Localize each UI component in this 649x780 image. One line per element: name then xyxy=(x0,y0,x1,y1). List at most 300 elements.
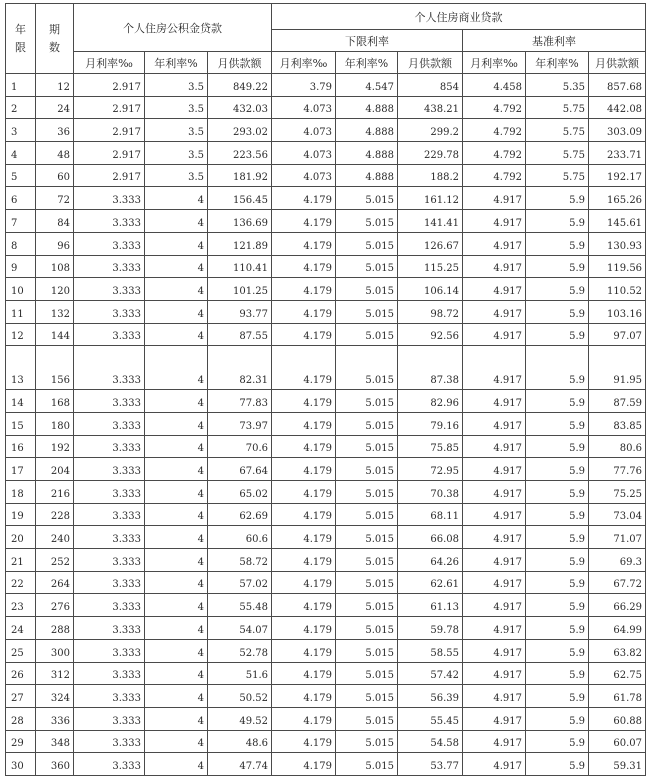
cell-base-monthly-rate: 4.917 xyxy=(463,639,526,662)
cell-base-annual-rate: 5.9 xyxy=(526,210,589,233)
cell-year: 18 xyxy=(6,481,36,504)
cell-lower-annual-rate: 5.015 xyxy=(336,707,398,730)
cell-fund-annual-rate: 4 xyxy=(145,526,208,549)
cell-lower-payment: 106.14 xyxy=(398,278,463,301)
cell-fund-monthly-rate: 3.333 xyxy=(74,617,145,640)
cell-period: 276 xyxy=(36,594,74,617)
cell-base-monthly-rate: 4.917 xyxy=(463,210,526,233)
cell-fund-payment: 54.07 xyxy=(208,617,272,640)
cell-lower-annual-rate: 5.015 xyxy=(336,435,398,458)
cell-lower-payment: 56.39 xyxy=(398,685,463,708)
table-row xyxy=(6,458,646,481)
cell-fund-payment: 110.41 xyxy=(208,255,272,278)
cell-period: 60 xyxy=(36,164,74,187)
cell-year: 30 xyxy=(6,753,36,776)
cell-fund-annual-rate: 3.5 xyxy=(145,142,208,165)
cell-lower-annual-rate: 5.015 xyxy=(336,210,398,233)
cell-fund-monthly-rate: 3.333 xyxy=(74,323,145,346)
cell-base-annual-rate: 5.9 xyxy=(526,300,589,323)
cell-base-payment: 80.6 xyxy=(589,435,646,458)
table-row xyxy=(6,662,646,685)
cell-lower-payment: 141.41 xyxy=(398,210,463,233)
cell-fund-payment: 93.77 xyxy=(208,300,272,323)
cell-fund-payment: 67.64 xyxy=(208,458,272,481)
header-base-annual-rate: 年利率% xyxy=(526,52,589,74)
table-row xyxy=(6,74,646,97)
cell-lower-payment: 229.78 xyxy=(398,142,463,165)
cell-period: 360 xyxy=(36,753,74,776)
cell-lower-annual-rate: 5.015 xyxy=(336,232,398,255)
cell-base-monthly-rate: 4.917 xyxy=(463,458,526,481)
table-row xyxy=(6,119,646,142)
cell-period: 24 xyxy=(36,96,74,119)
cell-lower-monthly-rate: 4.179 xyxy=(272,549,336,572)
cell-lower-monthly-rate: 4.179 xyxy=(272,412,336,435)
cell-fund-payment: 87.55 xyxy=(208,323,272,346)
cell-year: 15 xyxy=(6,412,36,435)
table-row xyxy=(6,255,646,278)
cell-lower-monthly-rate: 4.073 xyxy=(272,164,336,187)
cell-base-annual-rate: 5.9 xyxy=(526,639,589,662)
cell-base-annual-rate: 5.9 xyxy=(526,594,589,617)
table-row xyxy=(6,707,646,730)
cell-lower-monthly-rate: 4.179 xyxy=(272,753,336,776)
cell-period: 180 xyxy=(36,412,74,435)
header-base-payment: 月供款额 xyxy=(589,52,646,74)
cell-year: 1 xyxy=(6,74,36,97)
cell-year: 8 xyxy=(6,232,36,255)
cell-base-monthly-rate: 4.917 xyxy=(463,187,526,210)
cell-lower-annual-rate: 4.547 xyxy=(336,74,398,97)
cell-fund-monthly-rate: 3.333 xyxy=(74,412,145,435)
header-fund-monthly-rate: 月利率‰ xyxy=(74,52,145,74)
cell-lower-monthly-rate: 4.179 xyxy=(272,571,336,594)
cell-base-monthly-rate: 4.792 xyxy=(463,142,526,165)
cell-fund-payment: 136.69 xyxy=(208,210,272,233)
table-row xyxy=(6,617,646,640)
cell-base-payment: 145.61 xyxy=(589,210,646,233)
cell-fund-payment: 58.72 xyxy=(208,549,272,572)
cell-lower-payment: 82.96 xyxy=(398,390,463,413)
cell-base-payment: 233.71 xyxy=(589,142,646,165)
header-fund-payment: 月供款额 xyxy=(208,52,272,74)
cell-base-payment: 110.52 xyxy=(589,278,646,301)
cell-year: 29 xyxy=(6,730,36,753)
cell-base-annual-rate: 5.9 xyxy=(526,255,589,278)
cell-fund-annual-rate: 4 xyxy=(145,503,208,526)
cell-base-monthly-rate: 4.917 xyxy=(463,730,526,753)
cell-fund-annual-rate: 4 xyxy=(145,412,208,435)
cell-lower-monthly-rate: 4.179 xyxy=(272,458,336,481)
cell-lower-monthly-rate: 3.79 xyxy=(272,74,336,97)
cell-lower-monthly-rate: 4.179 xyxy=(272,707,336,730)
cell-base-annual-rate: 5.9 xyxy=(526,753,589,776)
cell-base-payment: 60.88 xyxy=(589,707,646,730)
table-row xyxy=(6,323,646,346)
cell-fund-monthly-rate: 2.917 xyxy=(74,74,145,97)
cell-base-annual-rate: 5.9 xyxy=(526,278,589,301)
cell-base-monthly-rate: 4.917 xyxy=(463,707,526,730)
cell-lower-annual-rate: 5.015 xyxy=(336,187,398,210)
cell-year: 4 xyxy=(6,142,36,165)
cell-fund-annual-rate: 4 xyxy=(145,594,208,617)
cell-lower-annual-rate: 4.888 xyxy=(336,119,398,142)
table-body xyxy=(6,74,646,776)
cell-lower-payment: 66.08 xyxy=(398,526,463,549)
cell-period: 300 xyxy=(36,639,74,662)
cell-fund-payment: 49.52 xyxy=(208,707,272,730)
cell-year: 13 xyxy=(6,346,36,390)
cell-year: 25 xyxy=(6,639,36,662)
cell-base-payment: 67.72 xyxy=(589,571,646,594)
cell-period: 36 xyxy=(36,119,74,142)
cell-lower-monthly-rate: 4.179 xyxy=(272,639,336,662)
table-row xyxy=(6,210,646,233)
cell-lower-payment: 79.16 xyxy=(398,412,463,435)
cell-lower-monthly-rate: 4.179 xyxy=(272,526,336,549)
cell-base-annual-rate: 5.75 xyxy=(526,164,589,187)
cell-lower-annual-rate: 5.015 xyxy=(336,526,398,549)
cell-fund-monthly-rate: 3.333 xyxy=(74,390,145,413)
header-fund-annual-rate: 年利率% xyxy=(145,52,208,74)
cell-fund-monthly-rate: 3.333 xyxy=(74,639,145,662)
cell-base-annual-rate: 5.9 xyxy=(526,526,589,549)
cell-base-payment: 119.56 xyxy=(589,255,646,278)
cell-period: 216 xyxy=(36,481,74,504)
header-lower-payment: 月供款额 xyxy=(398,52,463,74)
cell-lower-payment: 92.56 xyxy=(398,323,463,346)
table-row xyxy=(6,96,646,119)
cell-lower-annual-rate: 4.888 xyxy=(336,164,398,187)
table-row xyxy=(6,164,646,187)
cell-fund-annual-rate: 4 xyxy=(145,707,208,730)
cell-year: 23 xyxy=(6,594,36,617)
table-row xyxy=(6,278,646,301)
cell-fund-payment: 51.6 xyxy=(208,662,272,685)
cell-base-payment: 83.85 xyxy=(589,412,646,435)
cell-fund-monthly-rate: 3.333 xyxy=(74,707,145,730)
cell-period: 72 xyxy=(36,187,74,210)
cell-fund-annual-rate: 4 xyxy=(145,346,208,390)
cell-base-payment: 62.75 xyxy=(589,662,646,685)
header-base-rate: 基准利率 xyxy=(463,30,646,52)
table-row xyxy=(6,571,646,594)
cell-base-annual-rate: 5.9 xyxy=(526,412,589,435)
cell-base-payment: 61.78 xyxy=(589,685,646,708)
cell-year: 5 xyxy=(6,164,36,187)
cell-lower-annual-rate: 5.015 xyxy=(336,639,398,662)
cell-fund-annual-rate: 4 xyxy=(145,323,208,346)
cell-fund-payment: 48.6 xyxy=(208,730,272,753)
cell-lower-annual-rate: 5.015 xyxy=(336,255,398,278)
cell-base-monthly-rate: 4.917 xyxy=(463,571,526,594)
cell-fund-annual-rate: 4 xyxy=(145,278,208,301)
cell-lower-monthly-rate: 4.073 xyxy=(272,142,336,165)
cell-lower-payment: 53.77 xyxy=(398,753,463,776)
cell-period: 132 xyxy=(36,300,74,323)
cell-fund-payment: 293.02 xyxy=(208,119,272,142)
cell-fund-monthly-rate: 3.333 xyxy=(74,255,145,278)
cell-fund-monthly-rate: 3.333 xyxy=(74,346,145,390)
cell-lower-payment: 87.38 xyxy=(398,346,463,390)
cell-base-monthly-rate: 4.917 xyxy=(463,278,526,301)
cell-fund-payment: 77.83 xyxy=(208,390,272,413)
cell-base-annual-rate: 5.9 xyxy=(526,707,589,730)
cell-base-annual-rate: 5.75 xyxy=(526,96,589,119)
cell-fund-payment: 82.31 xyxy=(208,346,272,390)
cell-base-monthly-rate: 4.917 xyxy=(463,323,526,346)
cell-year: 26 xyxy=(6,662,36,685)
cell-lower-payment: 72.95 xyxy=(398,458,463,481)
cell-lower-annual-rate: 5.015 xyxy=(336,685,398,708)
cell-base-payment: 97.07 xyxy=(589,323,646,346)
cell-lower-annual-rate: 5.015 xyxy=(336,412,398,435)
cell-lower-payment: 75.85 xyxy=(398,435,463,458)
cell-base-monthly-rate: 4.917 xyxy=(463,255,526,278)
cell-base-monthly-rate: 4.917 xyxy=(463,503,526,526)
cell-base-annual-rate: 5.9 xyxy=(526,232,589,255)
cell-fund-monthly-rate: 3.333 xyxy=(74,685,145,708)
cell-lower-monthly-rate: 4.179 xyxy=(272,662,336,685)
cell-year: 22 xyxy=(6,571,36,594)
cell-lower-monthly-rate: 4.179 xyxy=(272,594,336,617)
cell-lower-annual-rate: 5.015 xyxy=(336,753,398,776)
cell-lower-annual-rate: 5.015 xyxy=(336,323,398,346)
cell-lower-payment: 57.42 xyxy=(398,662,463,685)
table-row xyxy=(6,232,646,255)
cell-fund-annual-rate: 4 xyxy=(145,232,208,255)
cell-year: 9 xyxy=(6,255,36,278)
table-row xyxy=(6,753,646,776)
cell-year: 27 xyxy=(6,685,36,708)
cell-fund-payment: 156.45 xyxy=(208,187,272,210)
table-row xyxy=(6,639,646,662)
cell-fund-annual-rate: 4 xyxy=(145,187,208,210)
cell-lower-monthly-rate: 4.073 xyxy=(272,96,336,119)
header-lower-annual-rate: 年利率% xyxy=(336,52,398,74)
table-row xyxy=(6,526,646,549)
cell-lower-annual-rate: 5.015 xyxy=(336,481,398,504)
cell-base-annual-rate: 5.9 xyxy=(526,390,589,413)
cell-base-monthly-rate: 4.917 xyxy=(463,594,526,617)
cell-base-monthly-rate: 4.917 xyxy=(463,435,526,458)
header-commercial-group: 个人住房商业贷款 xyxy=(272,4,646,30)
cell-lower-payment: 58.55 xyxy=(398,639,463,662)
cell-lower-monthly-rate: 4.179 xyxy=(272,210,336,233)
cell-base-monthly-rate: 4.917 xyxy=(463,390,526,413)
cell-base-payment: 64.99 xyxy=(589,617,646,640)
cell-lower-monthly-rate: 4.179 xyxy=(272,346,336,390)
cell-lower-monthly-rate: 4.179 xyxy=(272,323,336,346)
cell-fund-annual-rate: 4 xyxy=(145,435,208,458)
cell-base-annual-rate: 5.9 xyxy=(526,571,589,594)
cell-fund-annual-rate: 4 xyxy=(145,210,208,233)
cell-lower-payment: 854 xyxy=(398,74,463,97)
cell-base-payment: 442.08 xyxy=(589,96,646,119)
cell-base-payment: 77.76 xyxy=(589,458,646,481)
cell-base-annual-rate: 5.75 xyxy=(526,142,589,165)
cell-base-monthly-rate: 4.917 xyxy=(463,412,526,435)
cell-fund-annual-rate: 4 xyxy=(145,481,208,504)
cell-year: 24 xyxy=(6,617,36,640)
cell-base-monthly-rate: 4.917 xyxy=(463,526,526,549)
cell-year: 14 xyxy=(6,390,36,413)
cell-fund-monthly-rate: 3.333 xyxy=(74,300,145,323)
cell-base-annual-rate: 5.9 xyxy=(526,662,589,685)
loan-payment-table xyxy=(5,3,646,776)
cell-fund-payment: 60.6 xyxy=(208,526,272,549)
cell-period: 48 xyxy=(36,142,74,165)
cell-lower-annual-rate: 5.015 xyxy=(336,571,398,594)
cell-fund-monthly-rate: 3.333 xyxy=(74,481,145,504)
table-row xyxy=(6,730,646,753)
cell-fund-annual-rate: 4 xyxy=(145,730,208,753)
cell-lower-payment: 98.72 xyxy=(398,300,463,323)
cell-fund-payment: 70.6 xyxy=(208,435,272,458)
cell-period: 168 xyxy=(36,390,74,413)
cell-period: 312 xyxy=(36,662,74,685)
cell-lower-payment: 64.26 xyxy=(398,549,463,572)
cell-fund-monthly-rate: 3.333 xyxy=(74,753,145,776)
cell-year: 28 xyxy=(6,707,36,730)
cell-year: 17 xyxy=(6,458,36,481)
cell-year: 19 xyxy=(6,503,36,526)
cell-period: 336 xyxy=(36,707,74,730)
header-year: 年 限 xyxy=(6,4,36,74)
header-lower-rate: 下限利率 xyxy=(272,30,463,52)
cell-fund-monthly-rate: 3.333 xyxy=(74,435,145,458)
cell-fund-monthly-rate: 3.333 xyxy=(74,594,145,617)
table-row xyxy=(6,481,646,504)
cell-fund-monthly-rate: 3.333 xyxy=(74,458,145,481)
cell-base-monthly-rate: 4.917 xyxy=(463,753,526,776)
cell-fund-payment: 121.89 xyxy=(208,232,272,255)
cell-base-payment: 69.3 xyxy=(589,549,646,572)
cell-period: 264 xyxy=(36,571,74,594)
cell-fund-annual-rate: 4 xyxy=(145,639,208,662)
cell-base-payment: 165.26 xyxy=(589,187,646,210)
cell-period: 252 xyxy=(36,549,74,572)
header-fund-group: 个人住房公积金贷款 xyxy=(74,4,272,52)
cell-base-annual-rate: 5.9 xyxy=(526,346,589,390)
cell-fund-monthly-rate: 2.917 xyxy=(74,96,145,119)
cell-base-monthly-rate: 4.792 xyxy=(463,96,526,119)
cell-fund-annual-rate: 4 xyxy=(145,458,208,481)
cell-fund-payment: 52.78 xyxy=(208,639,272,662)
cell-lower-payment: 188.2 xyxy=(398,164,463,187)
cell-base-annual-rate: 5.9 xyxy=(526,685,589,708)
cell-fund-annual-rate: 4 xyxy=(145,255,208,278)
cell-lower-annual-rate: 5.015 xyxy=(336,278,398,301)
cell-fund-payment: 73.97 xyxy=(208,412,272,435)
cell-period: 12 xyxy=(36,74,74,97)
cell-year: 3 xyxy=(6,119,36,142)
header-lower-monthly-rate: 月利率‰ xyxy=(272,52,336,74)
cell-fund-monthly-rate: 3.333 xyxy=(74,662,145,685)
cell-lower-payment: 70.38 xyxy=(398,481,463,504)
cell-lower-payment: 126.67 xyxy=(398,232,463,255)
cell-fund-payment: 181.92 xyxy=(208,164,272,187)
cell-period: 144 xyxy=(36,323,74,346)
cell-lower-annual-rate: 4.888 xyxy=(336,142,398,165)
cell-lower-monthly-rate: 4.179 xyxy=(272,278,336,301)
table-row xyxy=(6,412,646,435)
cell-base-annual-rate: 5.9 xyxy=(526,187,589,210)
cell-base-monthly-rate: 4.458 xyxy=(463,74,526,97)
cell-base-annual-rate: 5.9 xyxy=(526,481,589,504)
cell-year: 21 xyxy=(6,549,36,572)
cell-period: 228 xyxy=(36,503,74,526)
cell-base-payment: 73.04 xyxy=(589,503,646,526)
cell-lower-annual-rate: 5.015 xyxy=(336,300,398,323)
cell-base-monthly-rate: 4.792 xyxy=(463,164,526,187)
cell-base-monthly-rate: 4.917 xyxy=(463,685,526,708)
cell-fund-monthly-rate: 3.333 xyxy=(74,187,145,210)
cell-period: 192 xyxy=(36,435,74,458)
cell-base-monthly-rate: 4.917 xyxy=(463,481,526,504)
cell-fund-monthly-rate: 2.917 xyxy=(74,142,145,165)
cell-base-monthly-rate: 4.792 xyxy=(463,119,526,142)
cell-fund-annual-rate: 4 xyxy=(145,753,208,776)
cell-lower-payment: 62.61 xyxy=(398,571,463,594)
table-row xyxy=(6,346,646,390)
cell-base-annual-rate: 5.35 xyxy=(526,74,589,97)
cell-fund-payment: 57.02 xyxy=(208,571,272,594)
cell-lower-monthly-rate: 4.179 xyxy=(272,390,336,413)
cell-lower-monthly-rate: 4.179 xyxy=(272,617,336,640)
cell-fund-monthly-rate: 2.917 xyxy=(74,119,145,142)
table-row xyxy=(6,435,646,458)
cell-year: 20 xyxy=(6,526,36,549)
cell-period: 288 xyxy=(36,617,74,640)
cell-base-annual-rate: 5.9 xyxy=(526,617,589,640)
cell-lower-monthly-rate: 4.179 xyxy=(272,481,336,504)
cell-fund-payment: 50.52 xyxy=(208,685,272,708)
cell-lower-monthly-rate: 4.179 xyxy=(272,730,336,753)
cell-period: 156 xyxy=(36,346,74,390)
header-base-monthly-rate: 月利率‰ xyxy=(463,52,526,74)
cell-fund-annual-rate: 3.5 xyxy=(145,74,208,97)
table-row xyxy=(6,390,646,413)
cell-fund-monthly-rate: 3.333 xyxy=(74,278,145,301)
cell-lower-payment: 55.45 xyxy=(398,707,463,730)
cell-fund-monthly-rate: 3.333 xyxy=(74,571,145,594)
cell-base-payment: 91.95 xyxy=(589,346,646,390)
header-period: 期 数 xyxy=(36,4,74,74)
cell-fund-monthly-rate: 3.333 xyxy=(74,730,145,753)
cell-lower-annual-rate: 5.015 xyxy=(336,617,398,640)
cell-fund-payment: 101.25 xyxy=(208,278,272,301)
cell-year: 6 xyxy=(6,187,36,210)
cell-lower-annual-rate: 5.015 xyxy=(336,458,398,481)
cell-lower-payment: 61.13 xyxy=(398,594,463,617)
cell-fund-monthly-rate: 3.333 xyxy=(74,232,145,255)
cell-year: 12 xyxy=(6,323,36,346)
cell-lower-monthly-rate: 4.179 xyxy=(272,187,336,210)
cell-fund-annual-rate: 4 xyxy=(145,571,208,594)
cell-lower-annual-rate: 5.015 xyxy=(336,662,398,685)
cell-base-payment: 71.07 xyxy=(589,526,646,549)
table-row xyxy=(6,503,646,526)
cell-period: 324 xyxy=(36,685,74,708)
cell-base-annual-rate: 5.9 xyxy=(526,730,589,753)
cell-lower-annual-rate: 5.015 xyxy=(336,549,398,572)
cell-lower-payment: 438.21 xyxy=(398,96,463,119)
cell-lower-payment: 115.25 xyxy=(398,255,463,278)
cell-period: 120 xyxy=(36,278,74,301)
cell-fund-payment: 65.02 xyxy=(208,481,272,504)
cell-base-payment: 75.25 xyxy=(589,481,646,504)
